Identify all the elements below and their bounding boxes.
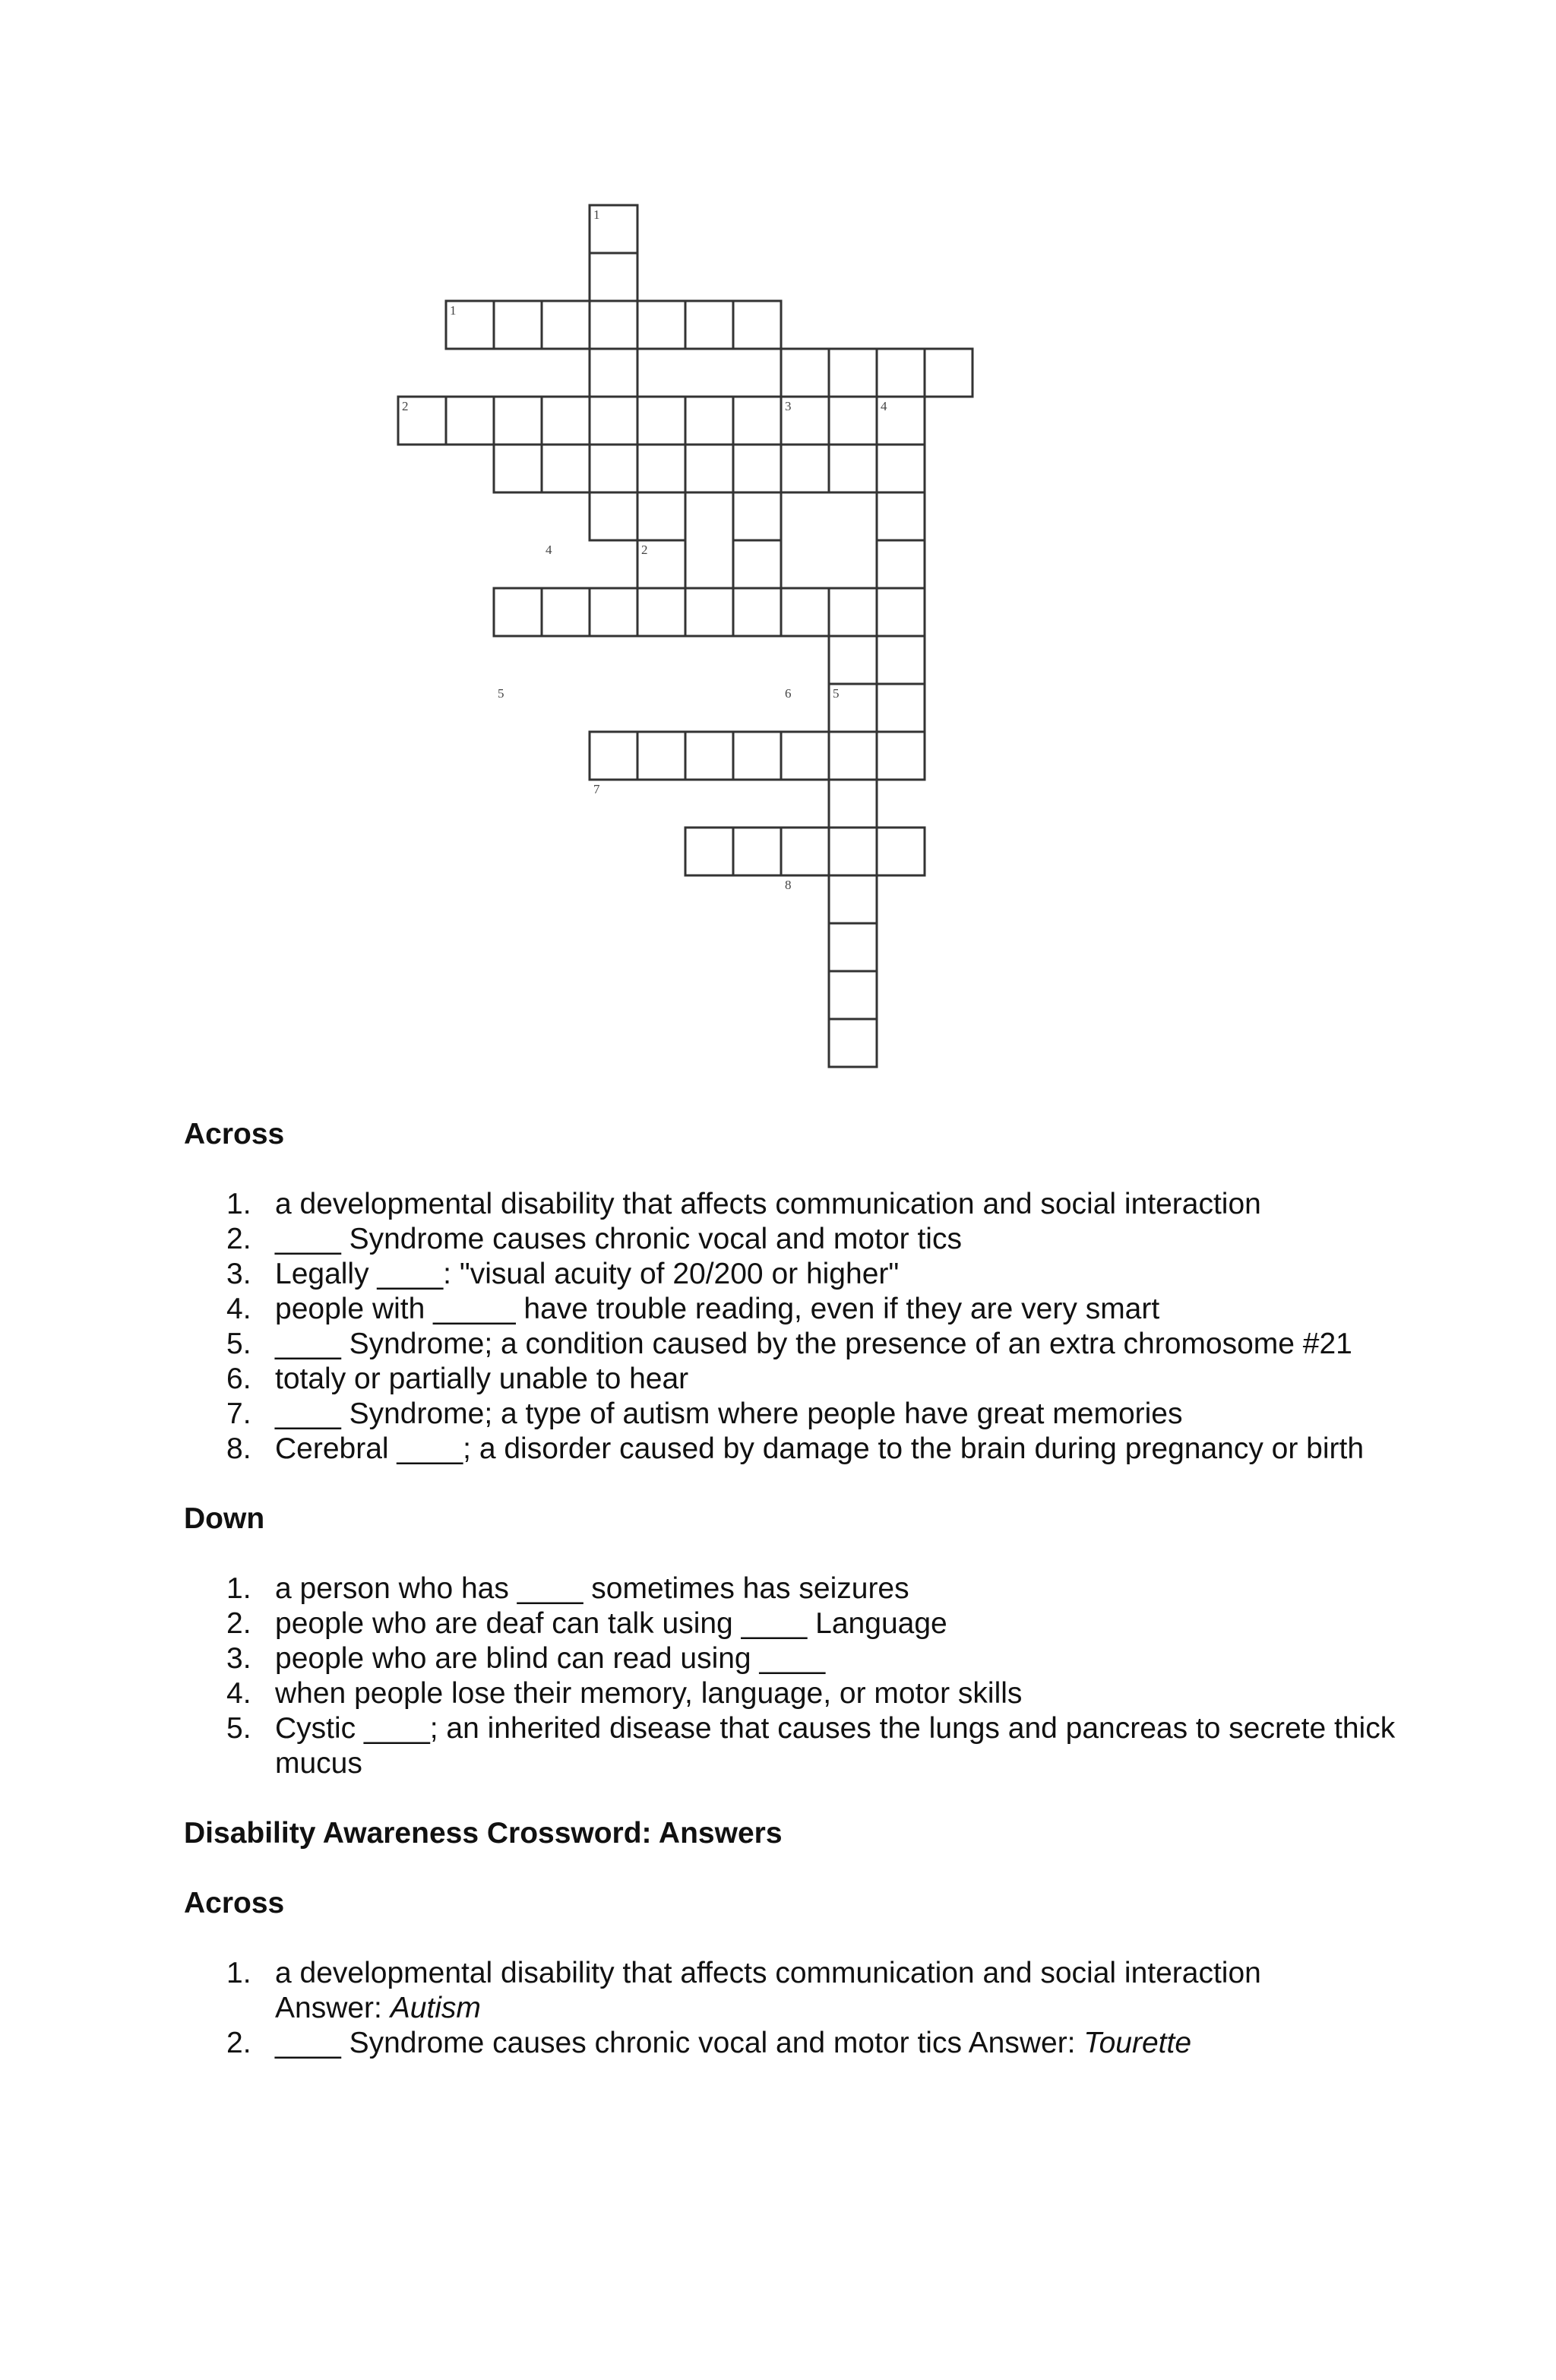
clue-text: a developmental disability that affects communication and social interaction <box>275 1188 1261 1220</box>
crossword-cell <box>829 780 877 828</box>
answers-heading: Disability Awareness Crossword: Answers <box>184 1817 783 1850</box>
answer-label: Answer: <box>275 1992 382 2024</box>
crossword-cell <box>877 588 925 636</box>
crossword-cell-number: 2 <box>402 399 409 413</box>
clue-text: people who are deaf can talk using ____ Language <box>275 1607 947 1640</box>
clue-number: 3. <box>226 1642 251 1675</box>
crossword-cell <box>494 588 542 636</box>
across-clue-2 <box>184 1222 1399 1257</box>
crossword-cell <box>637 492 685 540</box>
clue-text: when people lose their memory, language, or motor skills <box>275 1677 1023 1710</box>
clue-number: 1. <box>226 1572 251 1605</box>
crossword-cell <box>877 445 925 492</box>
crossword-cell <box>542 397 590 445</box>
down-heading: Down <box>184 1502 265 1535</box>
clue-text: ____ Syndrome; a type of autism where people have great memories <box>275 1397 1183 1430</box>
crossword-cell <box>542 445 590 492</box>
crossword-cell <box>733 540 781 588</box>
crossword-cell <box>829 636 877 684</box>
crossword-cell-number: 8 <box>785 878 792 892</box>
crossword-cell <box>494 397 542 445</box>
crossword-cell <box>590 588 637 636</box>
clue-text: a person who has ____ sometimes has seizures <box>275 1572 909 1605</box>
crossword-cell <box>637 732 685 780</box>
crossword-cell <box>877 349 925 397</box>
crossword-cell <box>829 732 877 780</box>
clue-text: ____ Syndrome; a condition caused by the presence of an extra chromosome #21 <box>275 1328 1352 1360</box>
crossword-cell <box>590 397 637 445</box>
crossword-cell <box>829 923 877 971</box>
clue-text: Cystic ____; an inherited disease that causes the lungs and pancreas to secrete thick mucus <box>275 1712 1396 1780</box>
crossword-cell <box>637 301 685 349</box>
crossword-cell <box>637 588 685 636</box>
crossword-cell-number: 6 <box>785 686 792 701</box>
across-clue-1 <box>184 1187 1399 1222</box>
crossword-cell <box>685 397 733 445</box>
clue-number: 6. <box>226 1362 251 1395</box>
crossword-cell <box>590 492 637 540</box>
crossword-cell <box>781 828 829 875</box>
crossword-cell <box>925 349 972 397</box>
crossword-cell <box>494 301 542 349</box>
clue-number: 5. <box>226 1328 251 1360</box>
crossword-cell <box>829 349 877 397</box>
crossword-cell-number: 5 <box>498 686 504 701</box>
crossword-cell <box>637 445 685 492</box>
crossword-cell-number: 3 <box>785 399 792 413</box>
clue-text: Cerebral ____; a disorder caused by damage to the brain during pregnancy or birth <box>275 1432 1365 1465</box>
crossword-cell <box>733 732 781 780</box>
down-clue-4 <box>184 1676 1399 1711</box>
crossword-cell <box>829 971 877 1019</box>
crossword-cell <box>877 492 925 540</box>
clue-number: 2. <box>226 1223 251 1255</box>
crossword-cell <box>590 732 637 780</box>
crossword-cell-number: 2 <box>641 543 648 557</box>
crossword-cell <box>590 253 637 301</box>
crossword-cell <box>542 588 590 636</box>
crossword-cell <box>590 301 637 349</box>
crossword-cell <box>733 445 781 492</box>
answers-across-list <box>184 1956 1399 2061</box>
across-clue-4 <box>184 1292 1399 1327</box>
crossword-cell <box>877 828 925 875</box>
crossword-cell <box>542 301 590 349</box>
answers-across-heading: Across <box>184 1887 285 1920</box>
crossword-cell <box>781 445 829 492</box>
clue-number: 1. <box>226 1188 251 1220</box>
crossword-cell <box>781 732 829 780</box>
crossword-cell <box>685 732 733 780</box>
crossword-cell <box>733 492 781 540</box>
crossword-grid <box>0 0 1556 1094</box>
down-clue-5 <box>184 1711 1399 1781</box>
crossword-cell <box>685 445 733 492</box>
clue-text: people with _____ have trouble reading, even if they are very smart <box>275 1293 1160 1325</box>
crossword-cell <box>877 540 925 588</box>
crossword-cell-number: 1 <box>593 207 600 222</box>
crossword-cell-number: 1 <box>450 303 457 318</box>
crossword-cell <box>733 588 781 636</box>
crossword-cell <box>446 397 494 445</box>
clue-number: 5. <box>226 1712 251 1745</box>
clue-number: 2. <box>226 2027 251 2059</box>
crossword-cell <box>733 397 781 445</box>
across-heading: Across <box>184 1118 285 1150</box>
crossword-cell <box>590 349 637 397</box>
across-clue-6 <box>184 1362 1399 1397</box>
crossword-cell-number: 4 <box>546 543 552 557</box>
crossword-cell <box>829 445 877 492</box>
crossword-cell-number: 4 <box>881 399 887 413</box>
crossword-cell <box>829 588 877 636</box>
answer-text: Tourette <box>1083 2027 1192 2059</box>
down-clue-list <box>184 1571 1399 1781</box>
document-body <box>184 1117 1399 2096</box>
clue-number: 4. <box>226 1677 251 1710</box>
clue-number: 1. <box>226 1957 251 1989</box>
crossword-cell <box>877 732 925 780</box>
crossword-cell <box>781 349 829 397</box>
crossword-cell-number: 5 <box>833 686 840 701</box>
crossword-cell <box>781 588 829 636</box>
answer-across-2 <box>184 2026 1399 2061</box>
answer-text: Autism <box>390 1992 481 2024</box>
clue-number: 8. <box>226 1432 251 1465</box>
crossword-cell <box>877 684 925 732</box>
crossword-cell <box>685 828 733 875</box>
crossword-cell <box>829 828 877 875</box>
crossword-cell <box>733 828 781 875</box>
across-clue-3 <box>184 1257 1399 1292</box>
down-clue-3 <box>184 1641 1399 1676</box>
crossword-cell <box>637 397 685 445</box>
clue-number: 7. <box>226 1397 251 1430</box>
clue-number: 2. <box>226 1607 251 1640</box>
crossword-cell <box>590 445 637 492</box>
crossword-cell <box>877 636 925 684</box>
crossword-cell <box>733 301 781 349</box>
across-clue-5 <box>184 1327 1399 1362</box>
across-clue-list <box>184 1187 1399 1467</box>
crossword-cell <box>494 445 542 492</box>
crossword-cell <box>829 1019 877 1067</box>
down-clue-2 <box>184 1606 1399 1641</box>
crossword-cell <box>685 301 733 349</box>
crossword-cell-number: 7 <box>593 782 600 796</box>
across-clue-8 <box>184 1432 1399 1467</box>
clue-text: a developmental disability that affects communication and social interaction <box>275 1957 1261 1989</box>
clue-text: people who are blind can read using ____ <box>275 1642 826 1675</box>
clue-number: 4. <box>226 1293 251 1325</box>
clue-text: ____ Syndrome causes chronic vocal and motor tics <box>275 2027 962 2059</box>
clue-text: totaly or partially unable to hear <box>275 1362 689 1395</box>
answer-label: Answer: <box>968 2027 1076 2059</box>
clue-text: Legally ____: "visual acuity of 20/200 or higher" <box>275 1258 900 1290</box>
clue-number: 3. <box>226 1258 251 1290</box>
down-clue-1 <box>184 1571 1399 1606</box>
across-clue-7 <box>184 1397 1399 1432</box>
clue-text: ____ Syndrome causes chronic vocal and motor tics <box>275 1223 962 1255</box>
answer-across-1 <box>184 1956 1399 2026</box>
crossword-cell <box>685 588 733 636</box>
crossword-cell <box>829 875 877 923</box>
